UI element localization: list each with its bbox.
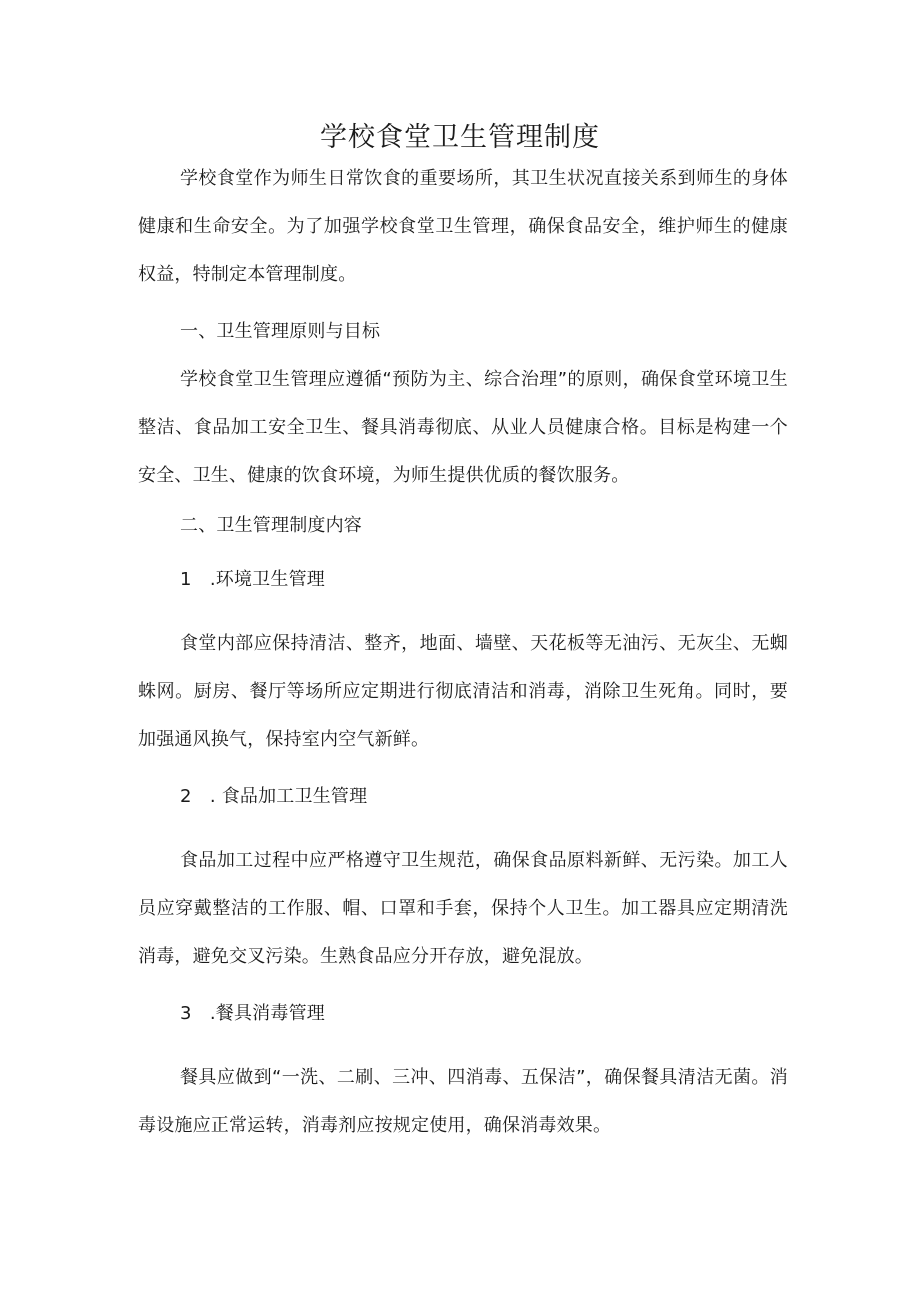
subsection-3-paragraph: 餐具应做到“一洗、二刷、三冲、四消毒、五保洁”，确保餐具清洁无菌。消毒设施应正常运转，消毒剂应按规定使用，确保消毒效果。 [138, 1067, 788, 1136]
subsection-3-heading: 3 .餐具消毒管理 [180, 1003, 325, 1024]
subsection-2-heading: 2 . 食品加工卫生管理 [180, 786, 368, 807]
section-1-paragraph: 学校食堂卫生管理应遵循“预防为主、综合治理”的原则，确保食堂环境卫生整洁、食品加工安全卫生、餐具消毒彻底、从业人员健康合格。目标是构建一个安全、卫生、健康的饮食环境，为师生提供优质的餐饮服务。 [138, 369, 788, 486]
section-1-heading: 一、卫生管理原则与目标 [180, 321, 381, 342]
subsection-1-paragraph: 食堂内部应保持清洁、整齐，地面、墙壁、天花板等无油污、无灰尘、无蜘蛛网。厨房、餐厅等场所应定期进行彻底清洁和消毒，消除卫生死角。同时，要加强通风换气，保持室内空气新鲜。 [138, 633, 788, 750]
document-title: 学校食堂卫生管理制度 [320, 122, 600, 153]
intro-paragraph: 学校食堂作为师生日常饮食的重要场所，其卫生状况直接关系到师生的身体健康和生命安全。为了加强学校食堂卫生管理，确保食品安全，维护师生的健康权益，特制定本管理制度。 [138, 168, 788, 285]
subsection-1-heading: 1 .环境卫生管理 [180, 569, 325, 590]
section-2-heading: 二、卫生管理制度内容 [180, 515, 362, 536]
subsection-2-paragraph: 食品加工过程中应严格遵守卫生规范，确保食品原料新鲜、无污染。加工人员应穿戴整洁的工作服、帽、口罩和手套，保持个人卫生。加工器具应定期清洗消毒，避免交叉污染。生熟食品应分开存放，避免混放。 [138, 850, 788, 967]
